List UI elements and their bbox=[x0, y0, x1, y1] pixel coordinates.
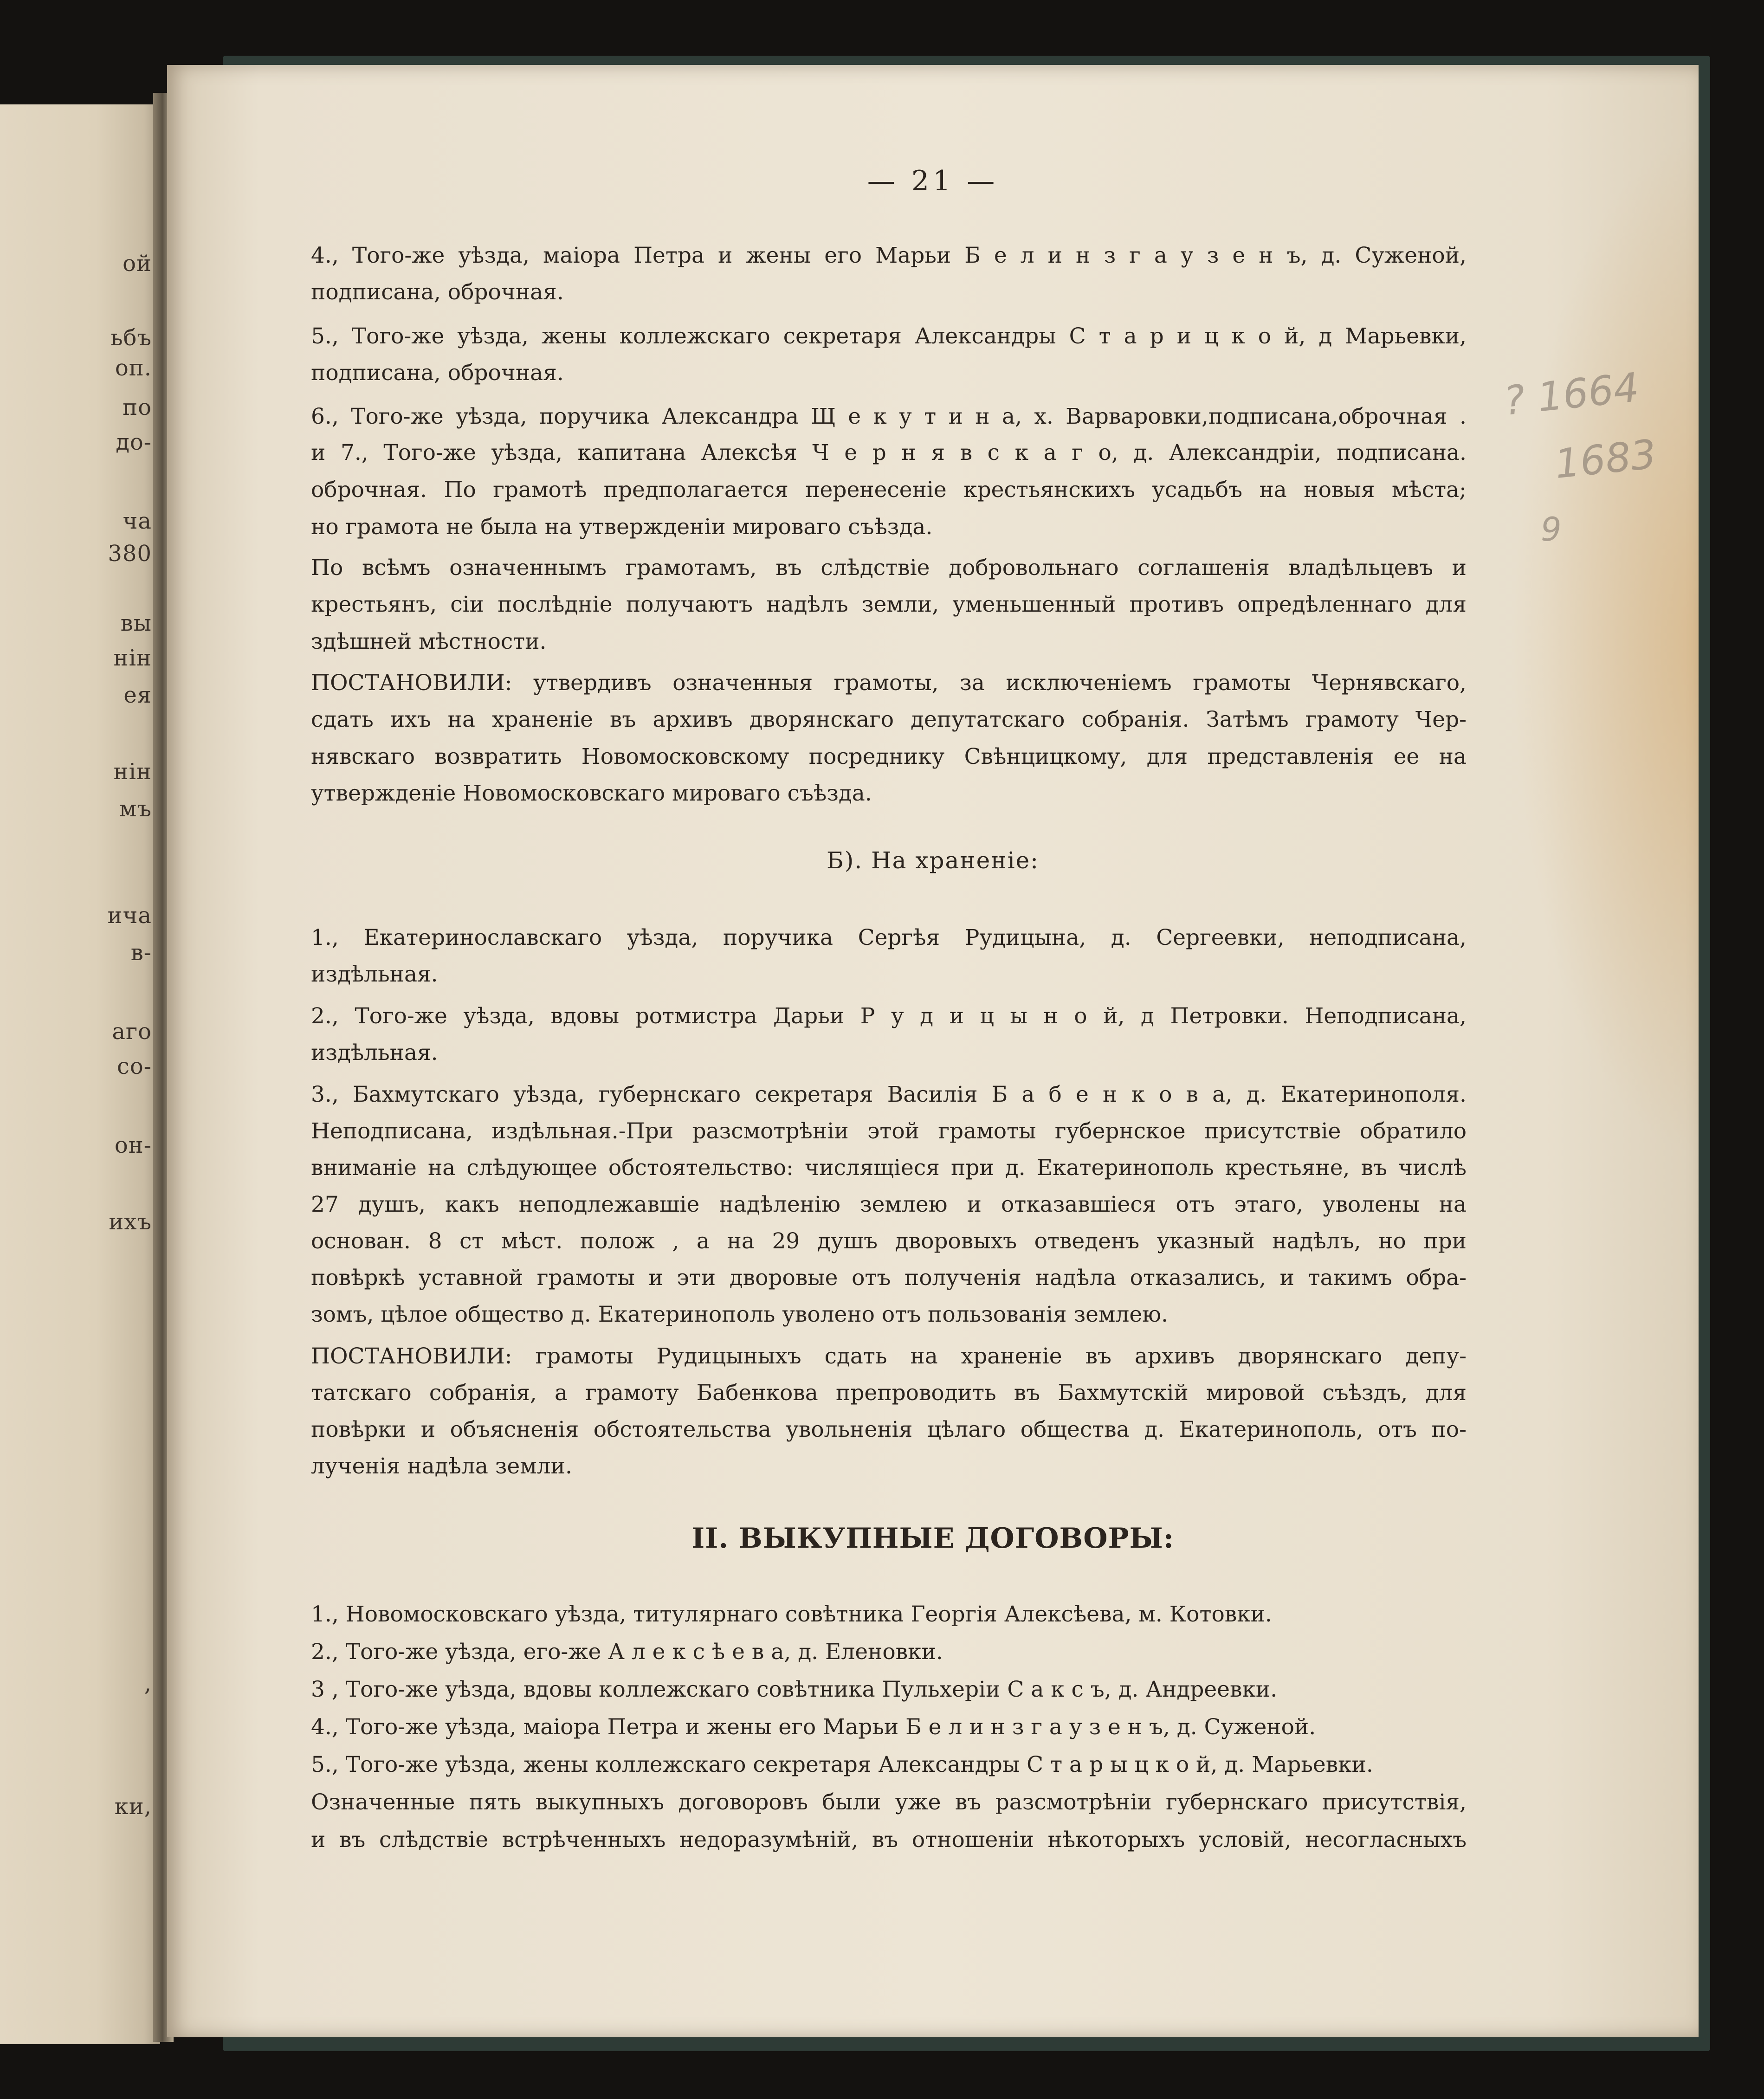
text-line: и въ слѣдствіе встрѣченныхъ недоразумѣній, въ отношеніи нѣкоторыхъ условій, несогласныхъ bbox=[311, 1827, 1467, 1853]
text-line: издѣльная. bbox=[311, 962, 438, 987]
left-page-fragment: ича bbox=[107, 903, 152, 929]
left-page-fragment: ча bbox=[123, 508, 152, 534]
page-number: — 21 — bbox=[867, 165, 999, 197]
text-line: основан. 8 ст мѣст. полож , а на 29 душъ дворовыхъ отведенъ указный надѣлъ, но при bbox=[311, 1228, 1467, 1254]
section-heading: Б). На храненіе: bbox=[826, 847, 1040, 874]
text-line: 5., Того-же уѣзда, жены коллежскаго секретаря Александры С т а р ы ц к о й, д. Марьевки. bbox=[311, 1752, 1373, 1777]
left-page-fragment: нін bbox=[113, 759, 152, 785]
text-line: повѣркѣ уставной грамоты и эти дворовые отъ полученія надѣла отказались, и такимъ обра- bbox=[311, 1265, 1467, 1291]
left-page-fragment: ки, bbox=[114, 1794, 152, 1820]
left-page-fragment: , bbox=[144, 1671, 152, 1697]
text-line: 2., Того-же уѣзда, вдовы ротмистра Дарьи Р у д и ц ы н о й, д Петровки. Неподписана, bbox=[311, 1003, 1467, 1029]
text-line: 3., Бахмутскаго уѣзда, губернскаго секретаря Василія Б а б е н к о в а, д. Екатеринополя. bbox=[311, 1082, 1467, 1107]
text-line: 4., Того-же уѣзда, маіора Петра и жены его Марьи Б е л и н з г а у з е н ъ, д. Суженой, bbox=[311, 243, 1467, 268]
text-line: Означенные пять выкупныхъ договоровъ были уже въ разсмотрѣніи губернскаго присутствія, bbox=[311, 1789, 1467, 1815]
text-line: вниманіе на слѣдующее обстоятельство: числящіеся при д. Екатеринополь крестьяне, въ числѣ bbox=[311, 1155, 1467, 1181]
pencil-annotation: ? 1664 bbox=[1501, 364, 1641, 425]
text-line: 1., Новомосковскаго уѣзда, титулярнаго совѣтника Георгія Алексѣева, м. Котовки. bbox=[311, 1602, 1272, 1627]
text-line: 2., Того-же уѣзда, его-же А л е к с ѣ е в а, д. Еленовки. bbox=[311, 1639, 943, 1665]
text-line: Неподписана, издѣльная.-При разсмотрѣніи этой грамоты губернское присутствіе обратило bbox=[311, 1118, 1467, 1144]
text-line: лученія надѣла земли. bbox=[311, 1453, 572, 1479]
text-line: 4., Того-же уѣзда, маіора Петра и жены его Марьи Б е л и н з г а у з е н ъ, д. Суженой. bbox=[311, 1714, 1316, 1740]
text-line: По всѣмъ означеннымъ грамотамъ, въ слѣдствіе добровольнаго соглашенія владѣльцевъ и bbox=[311, 555, 1467, 581]
text-line: утвержденіе Новомосковскаго мироваго съѣзда. bbox=[311, 781, 872, 806]
text-line: подписана, оброчная. bbox=[311, 360, 564, 386]
text-line: повѣрки и объясненія обстоятельства увольненія цѣлаго общества д. Екатеринополь, отъ по- bbox=[311, 1417, 1467, 1442]
left-page-fragment: 380 bbox=[108, 541, 152, 567]
left-page-fragment: аго bbox=[112, 1019, 152, 1045]
left-page-fragment: ой bbox=[123, 251, 152, 277]
text-line: 3 , Того-же уѣзда, вдовы коллежскаго совѣтника Пульхеріи С а к с ъ, д. Андреевки. bbox=[311, 1677, 1278, 1702]
left-page-fragment: оп. bbox=[115, 355, 152, 381]
text-line: оброчная. По грамотѣ предполагается перенесеніе крестьянскихъ усадьбъ на новыя мѣста; bbox=[311, 477, 1467, 503]
left-page-fragment: ихъ bbox=[109, 1209, 152, 1235]
pencil-annotation: 9 bbox=[1541, 510, 1562, 549]
right-page bbox=[167, 65, 1699, 2037]
text-line: татскаго собранія, а грамоту Бабенкова препроводить въ Бахмутскій мировой съѣздъ, для bbox=[311, 1380, 1467, 1406]
pencil-annotation: 1683 bbox=[1552, 431, 1659, 488]
left-page-fragment: нін bbox=[113, 645, 152, 671]
left-page-fragment: вы bbox=[120, 610, 152, 636]
text-line: сдать ихъ на храненіе въ архивъ дворянскаго депутатскаго собранія. Затѣмъ грамоту Чер- bbox=[311, 707, 1467, 732]
text-line: нявскаго возвратить Новомосковскому посреднику Свѣнцицкому, для представленія ее на bbox=[311, 744, 1467, 769]
left-page-edge bbox=[0, 104, 160, 2044]
text-line: здѣшней мѣстности. bbox=[311, 629, 547, 654]
left-page-fragment: по bbox=[123, 394, 152, 420]
text-line: ПОСТАНОВИЛИ: утвердивъ означенныя грамоты, за исключеніемъ грамоты Чернявскаго, bbox=[311, 670, 1467, 696]
text-line: ПОСТАНОВИЛИ: грамоты Рудицыныхъ сдать на храненіе въ архивъ дворянскаго депу- bbox=[311, 1343, 1467, 1369]
text-line: но грамота не была на утвержденіи мироваго съѣзда. bbox=[311, 514, 933, 540]
left-page-fragment: он- bbox=[114, 1132, 152, 1158]
section-heading-redemption: II. ВЫКУПНЫЕ ДОГОВОРЫ: bbox=[691, 1522, 1174, 1555]
text-line: зомъ, цѣлое общество д. Екатеринополь уволено отъ пользованія землею. bbox=[311, 1302, 1168, 1327]
left-page-fragment: ьбъ bbox=[110, 325, 152, 351]
text-line: крестьянъ, сіи послѣдніе получаютъ надѣлъ земли, уменьшенный противъ опредѣленнаго для bbox=[311, 592, 1467, 617]
text-line: 6., Того-же уѣзда, поручика Александра Щ е к у т и н а, х. Варваровки,подписана,оброчная . bbox=[311, 404, 1467, 429]
left-page-fragment: до- bbox=[116, 429, 152, 455]
text-line: 27 душъ, какъ неподлежавшіе надѣленію землею и отказавшіеся отъ этаго, уволены на bbox=[311, 1192, 1467, 1217]
text-line: 1., Екатеринославскаго уѣзда, поручика Сергѣя Рудицына, д. Сергеевки, неподписана, bbox=[311, 925, 1467, 950]
left-page-fragment: ея bbox=[123, 682, 152, 708]
text-line: подписана, оброчная. bbox=[311, 279, 564, 305]
text-line: и 7., Того-же уѣзда, капитана Алексѣя Ч е р н я в с к а г о, д. Александріи, подписана. bbox=[311, 440, 1467, 465]
text-line: издѣльная. bbox=[311, 1040, 438, 1066]
left-page-fragment: мъ bbox=[119, 796, 152, 822]
text-line: 5., Того-же уѣзда, жены коллежскаго секретаря Александры С т а р и ц к о й, д Марьевки, bbox=[311, 323, 1467, 349]
left-page-fragment: в- bbox=[130, 940, 152, 966]
left-page-fragment: со- bbox=[117, 1053, 152, 1079]
